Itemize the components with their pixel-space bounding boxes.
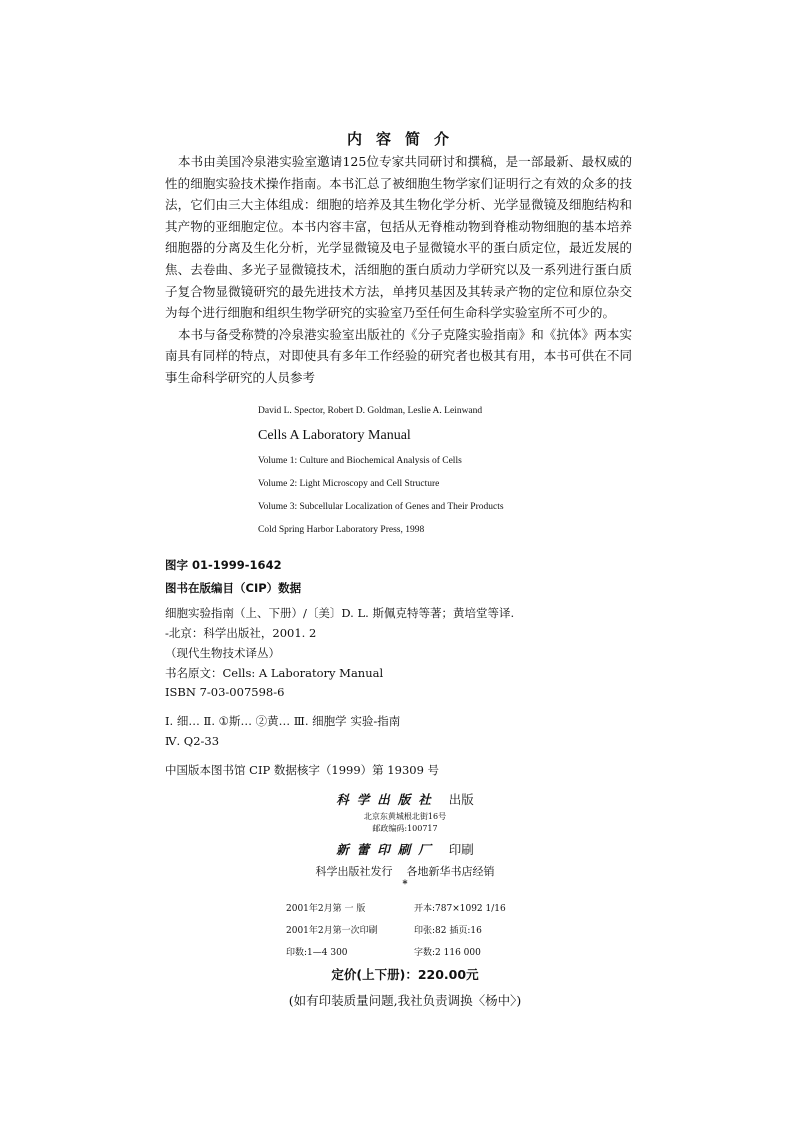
- original-title: Cells A Laboratory Manual: [258, 428, 411, 443]
- print-run: 印数:1—4 300: [286, 948, 348, 958]
- summary-line: 本书与备受称赞的冷泉港实验室出版社的《分子克隆实验指南》和《抗体》两本实: [178, 327, 632, 342]
- word-count: 字数:2 116 000: [414, 948, 481, 958]
- quality-note: (如有印装质量问题,我社负责调换〈杨中〉): [288, 993, 522, 1008]
- cip-line: （现代生物技术译丛）: [165, 646, 280, 660]
- summary-line: 为每个进行细胞和组织生物学研究的实验室乃至任何生命科学实验室所不可少的。: [165, 305, 616, 320]
- publish-label: 出版: [448, 792, 474, 807]
- classification-line: Ⅰ. 细… Ⅱ. ①斯… ②黄… Ⅲ. 细胞学 实验-指南: [165, 714, 401, 728]
- format: 开本:787×1092 1/16: [414, 904, 506, 914]
- summary-line: 法，它们由三大主体组成：细胞的培养及其生物化学分析、光学显微镜及细胞结构和: [165, 197, 632, 212]
- isbn: ISBN 7-03-007598-6: [165, 685, 285, 699]
- price: 定价(上下册)：220.00元: [331, 967, 479, 982]
- address: 北京东黄城根北街16号: [363, 812, 447, 821]
- summary-line: 焦、去卷曲、多光子显微镜技术，活细胞的蛋白质动力学研究以及一系列进行蛋白质: [165, 262, 632, 277]
- summary-line: 南具有同样的特点，对即使具有多年工作经验的研究者也极其有用，本书可供在不同: [165, 348, 632, 363]
- star-separator: *: [402, 879, 408, 890]
- register-number: 图字 01-1999-1642: [165, 558, 282, 572]
- classification-line: Ⅳ. Q2-33: [165, 734, 220, 748]
- distribution: 科学出版社发行 各地新华书店经销: [315, 865, 495, 878]
- print-label: 印刷: [448, 842, 474, 857]
- summary-line: 性的细胞实验技术操作指南。本书汇总了被细胞生物学家们证明行之有效的众多的技: [165, 176, 632, 191]
- original-authors: David L. Spector, Robert D. Goldman, Leslie A. Leinwand: [258, 406, 483, 416]
- volume-line: Volume 3: Subcellular Localization of Genes and Their Products: [258, 502, 504, 512]
- cip-verification: 中国版本图书馆 CIP 数据核字（1999）第 19309 号: [165, 763, 440, 777]
- summary-line: 本书由美国冷泉港实验室邀请125位专家共同研讨和撰稿，是一部最新、最权威的: [178, 154, 632, 169]
- cip-line: -北京：科学出版社，2001. 2: [165, 626, 317, 640]
- publisher-line: [0, 790, 793, 808]
- summary-line: 子复合物显微镜研究的最先进技术方法，单拷贝基因及其转录产物的定位和原位杂交: [165, 284, 632, 299]
- summary-line: 事生命科学研究的人员参考: [165, 370, 316, 385]
- cip-line: 细胞实验指南（上、下册）/〔美〕D. L. 斯佩克特等著；黄培堂等译.: [165, 606, 515, 620]
- printing-line: 2001年2月第一次印刷: [286, 926, 378, 936]
- original-publisher: Cold Spring Harbor Laboratory Press, 1998: [258, 525, 425, 535]
- summary-line: 其产物的亚细胞定位。本书内容丰富，包括从无脊椎动物到脊椎动物细胞的基本培养: [165, 219, 632, 234]
- sheets: 印张:82 插页:16: [414, 926, 482, 936]
- postcode: 邮政编码:100717: [372, 824, 438, 833]
- summary-line: 细胞器的分离及生化分析，光学显微镜及电子显微镜水平的蛋白质定位，最近发展的: [165, 240, 632, 255]
- volume-line: Volume 1: Culture and Biochemical Analysis of Cells: [258, 456, 462, 466]
- page-title: 内容简介: [346, 130, 463, 148]
- cip-line: 书名原文：Cells: A Laboratory Manual: [165, 666, 384, 680]
- printer-line: [0, 840, 793, 858]
- publisher-logo: 科学出版社: [336, 792, 439, 807]
- volume-line: Volume 2: Light Microscopy and Cell Structure: [258, 479, 440, 489]
- cip-heading: 图书在版编目（CIP）数据: [165, 581, 302, 595]
- printer-logo: 新蕾印刷厂: [336, 842, 439, 857]
- edition-line: 2001年2月第 一 版: [286, 904, 366, 914]
